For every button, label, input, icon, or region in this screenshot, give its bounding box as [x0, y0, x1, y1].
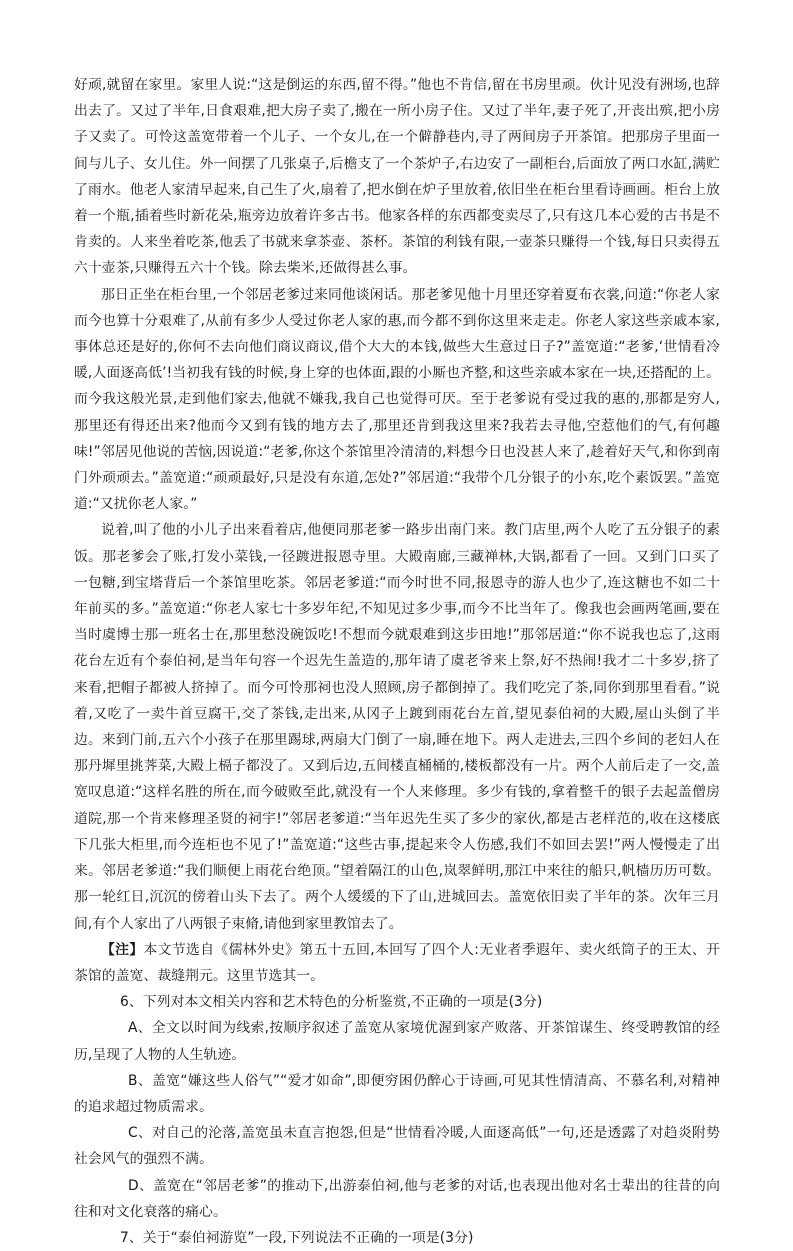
question-7-stem: 7、关于“泰伯祠游览”一段,下列说法不正确的一项是(3分) — [120, 1229, 474, 1246]
document-page — [74, 72, 720, 1251]
note-text: 本文节选自《儒林外史》第五十五回,本回写了四个人:无业者季遐年、卖火纸筒子的王太、开茶馆的盖宽、裁缝荆元。这里节选其一。 — [74, 941, 720, 984]
question-6-stem: 6、下列对本文相关内容和艺术特色的分析鉴赏,不正确的一项是(3分) — [120, 994, 543, 1011]
passage-paragraph-3: 说着,叫了他的小儿子出来看着店,他便同那老爹一路步出南门来。教门店里,两个人吃了五分银子的素饭。那老爹会了账,打发小菜钱,一径踱进报恩寺里。大殿南廊,三藏禅林,大锅,都看了一回。又到门口买了一包糖,到宝塔背后一个茶馆里吃茶。邻居老爹道:“而今时世不同,报恩寺的游人也少了,连这糖也不如二十年前买的多。”盖宽道:“你老人家七十多岁年纪,不知见过多少事,而今不比当年了。像我也会画两笔画,要在当时虞博士那一班名士在,那里愁没碗饭吃!不想而今就艰难到这步田地!”那邻居道:“你不说我也忘了,这雨花台左近有个泰伯祠,是当年句容一个迟先生盖造的,那年请了虞老爷来上祭,好不热闹!我才二十多岁,挤了来看,把帽子都被人挤掉了。而今可怜那祠也没人照顾,房子都倒掉了。我们吃完了茶,同你到那里看看。”说着,又吃了一卖牛首豆腐干,交了茶钱,走出来,从冈子上踱到雨花台左首,望见泰伯祠的大殿,屋山头倒了半边。来到门前,五六个小孩子在那里踢球,两扇大门倒了一扇,睡在地下。两人走进去,三四个乡间的老妇人在那丹墀里挑荠菜,大殿上槅子都没了。又到后边,五间楼直桶桶的,楼板都没有一片。两个人前后走了一交,盖宽叹息道:“这样名胜的所在,而今破败至此,就没有一个人来修理。多少有钱的,拿着整千的银子去起盖僧房道院,那一个肯来修理圣贤的祠宇!”邻居老爹道:“当年迟先生买了多少的家伙,都是古老样范的,收在这楼底下几张大柜里,而今连柜也不见了!”盖宽道:“这些古事,提起来令人伤感,我们不如回去罢!”两人慢慢走了出来。邻居老爹道:“我们顺便上雨花台绝顶。”望着隔江的山色,岚翠鲜明,那江中来往的船只,帆樯历历可数。那一轮红日,沉沉的傍着山头下去了。两个人缓缓的下了山,进城回去。盖宽依旧卖了半年的茶。次年三月间,有个人家出了八两银子束脩,请他到家里教馆去了。 — [74, 522, 720, 932]
question-6-option-d: D、盖宽在“邻居老爹”的推动下,出游泰伯祠,他与老爹的对话,也表现出他对名士辈出的往昔的向往和对文化衰落的痛心。 — [74, 1177, 720, 1220]
passage-paragraph-1: 好顽,就留在家里。家里人说:“这是倒运的东西,留不得。”他也不肯信,留在书房里顽。伙计见没有洲场,也辞出去了。又过了半年,日食艰难,把大房子卖了,搬在一所小房子住。又过了半年,妻子死了,开丧出殡,把小房子又卖了。可怜这盖宽带着一个儿子、一个女儿,在一个僻静巷内,寻了两间房子开茶馆。把那房子里面一间与儿子、女儿住。外一间摆了几张桌子,后檐支了一个茶炉子,右边安了一副柜台,后面放了两口水缸,满贮了雨水。他老人家清早起来,自己生了火,扇着了,把水倒在炉子里放着,依旧坐在柜台里看诗画画。柜台上放着一个瓶,插着些时新花朵,瓶旁边放着许多古书。他家各样的东西都变卖尽了,只有这几本心爱的古书是不肯卖的。人来坐着吃茶,他丢了书就来拿茶壶、茶杯。茶馆的利钱有限,一壶茶只赚得一个钱,每日只卖得五六十壶茶,只赚得五六十个钱。除去柴米,还做得甚么事。 — [74, 77, 720, 277]
question-6-option-a: A、全文以时间为线索,按顺序叙述了盖宽从家境优渥到家产败落、开茶馆谋生、终受聘教馆的经历,呈现了人物的人生轨迹。 — [74, 1020, 720, 1063]
annotation-note — [74, 937, 720, 989]
question-6-option-b: B、盖宽“嫌这些人俗气”“爱才如命”,即便穷困仍醉心于诗画,可见其性情清高、不慕名利,对精神的追求超过物质需求。 — [74, 1072, 720, 1115]
note-label: 【注】 — [101, 941, 144, 958]
question-6-option-c: C、对自己的沦落,盖宽虽未直言抱怨,但是“世情看冷暖,人面逐高低”一句,还是透露了对趋炎附势社会风气的强烈不满。 — [74, 1125, 720, 1168]
passage-paragraph-2: 那日正坐在柜台里,一个邻居老爹过来同他谈闲话。那老爹见他十月里还穿着夏布衣裳,问道:“你老人家而今也算十分艰难了,从前有多少人受过你老人家的惠,而今都不到你这里来走走。你老人家这些亲戚本家,事体总还是好的,你何不去向他们商议商议,借个大大的本钱,做些大生意过日子?”盖宽道:“老爹,‘世情看冷暖,人面逐高低’!当初我有钱的时候,身上穿的也体面,跟的小厮也齐整,和这些亲戚本家在一块,还搭配的上。而今我这般光景,走到他们家去,他就不嫌我,我自己也觉得可厌。至于老爹说有受过我的惠的,那都是穷人,那里还有得还出来?他而今又到有钱的地方去了,那里还肯到我这里来?我若去寻他,空惹他们的气,有何趣味!”邻居见他说的苦恼,因说道:“老爹,你这个茶馆里冷清清的,料想今日也没甚人来了,趁着好天气,和你到南门外顽顽去。”盖宽道:“顽顽最好,只是没有东道,怎处?”邻居道:“我带个几分银子的小东,吃个素饭罢。”盖宽道:“又扰你老人家。” — [74, 286, 720, 513]
